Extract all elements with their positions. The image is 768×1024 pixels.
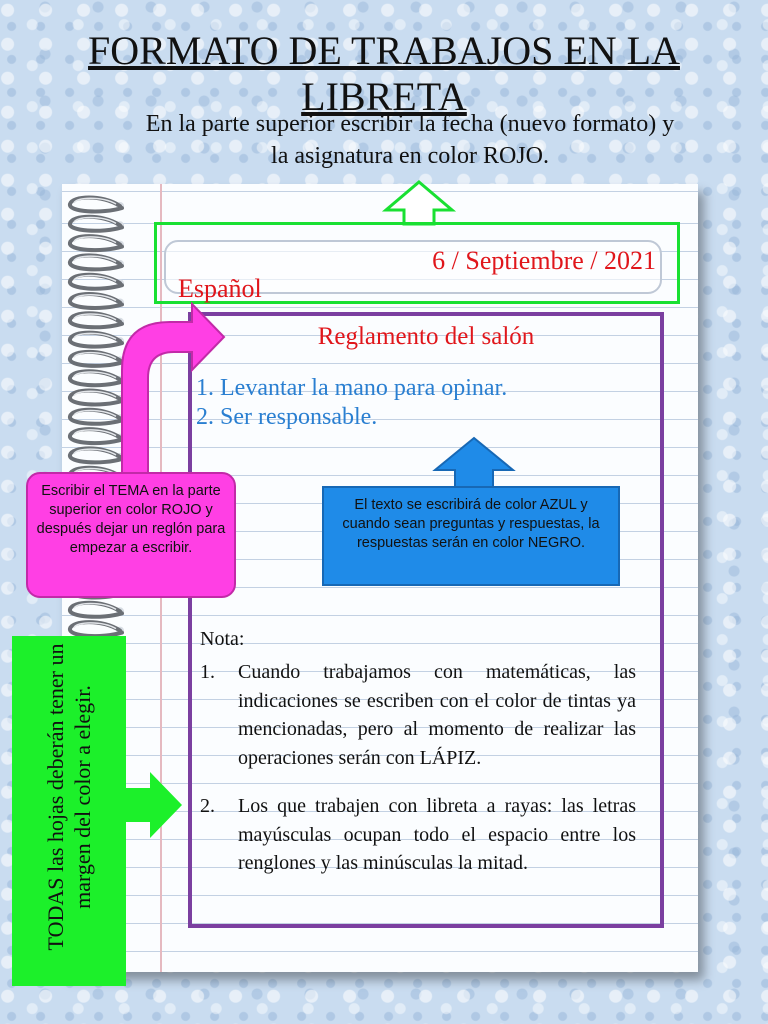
margin-callout-text: TODAS las hojas deberán tener un margen del color a elegir. [43,643,95,951]
arrow-right-icon [124,770,184,840]
rule-item: 1. Levantar la mano para opinar. [196,375,508,401]
nota-item-text: Los que trabajen con libreta a rayas: las letras mayúsculas ocupan todo el espacio entre los renglones y las minúsculas la mitad. [238,795,636,874]
nota-item [200,658,636,798]
subject-text: Español [178,274,262,303]
nota-item-text: Cuando trabajamos con matemáticas, las indicaciones se escriben con el color de tintas ya mencionadas, pero al momento de realizar las operaciones serán con LÁPIZ. [238,661,636,769]
page-title: FORMATO DE TRABAJOS EN LA LIBRETA [88,28,680,119]
arrow-up-icon [384,180,454,226]
topic-instruction-callout: Escribir el TEMA en la parte superior en color ROJO y después dejar un reglón para empezar a escribir. [26,472,236,598]
nota-title: Nota: [200,628,245,650]
rule-item: 2. Ser responsable. [196,404,378,430]
curved-arrow-icon [118,300,228,475]
instruction-text: En la parte superior escribir la fecha (nuevo formato) y la asignatura en color ROJO. [145,111,675,169]
nota-item-number: 2. [200,795,215,817]
nota-item-number: 1. [200,661,215,683]
topic-title: Reglamento del salón [317,323,535,350]
nota-item [200,792,636,912]
date-text: 6 / Septiembre / 2021 [432,246,656,275]
arrow-up-icon [433,436,515,488]
text-color-callout: El texto se escribirá de color AZUL y cuando sean preguntas y respuestas, la respuestas serán en color NEGRO. [322,486,620,586]
